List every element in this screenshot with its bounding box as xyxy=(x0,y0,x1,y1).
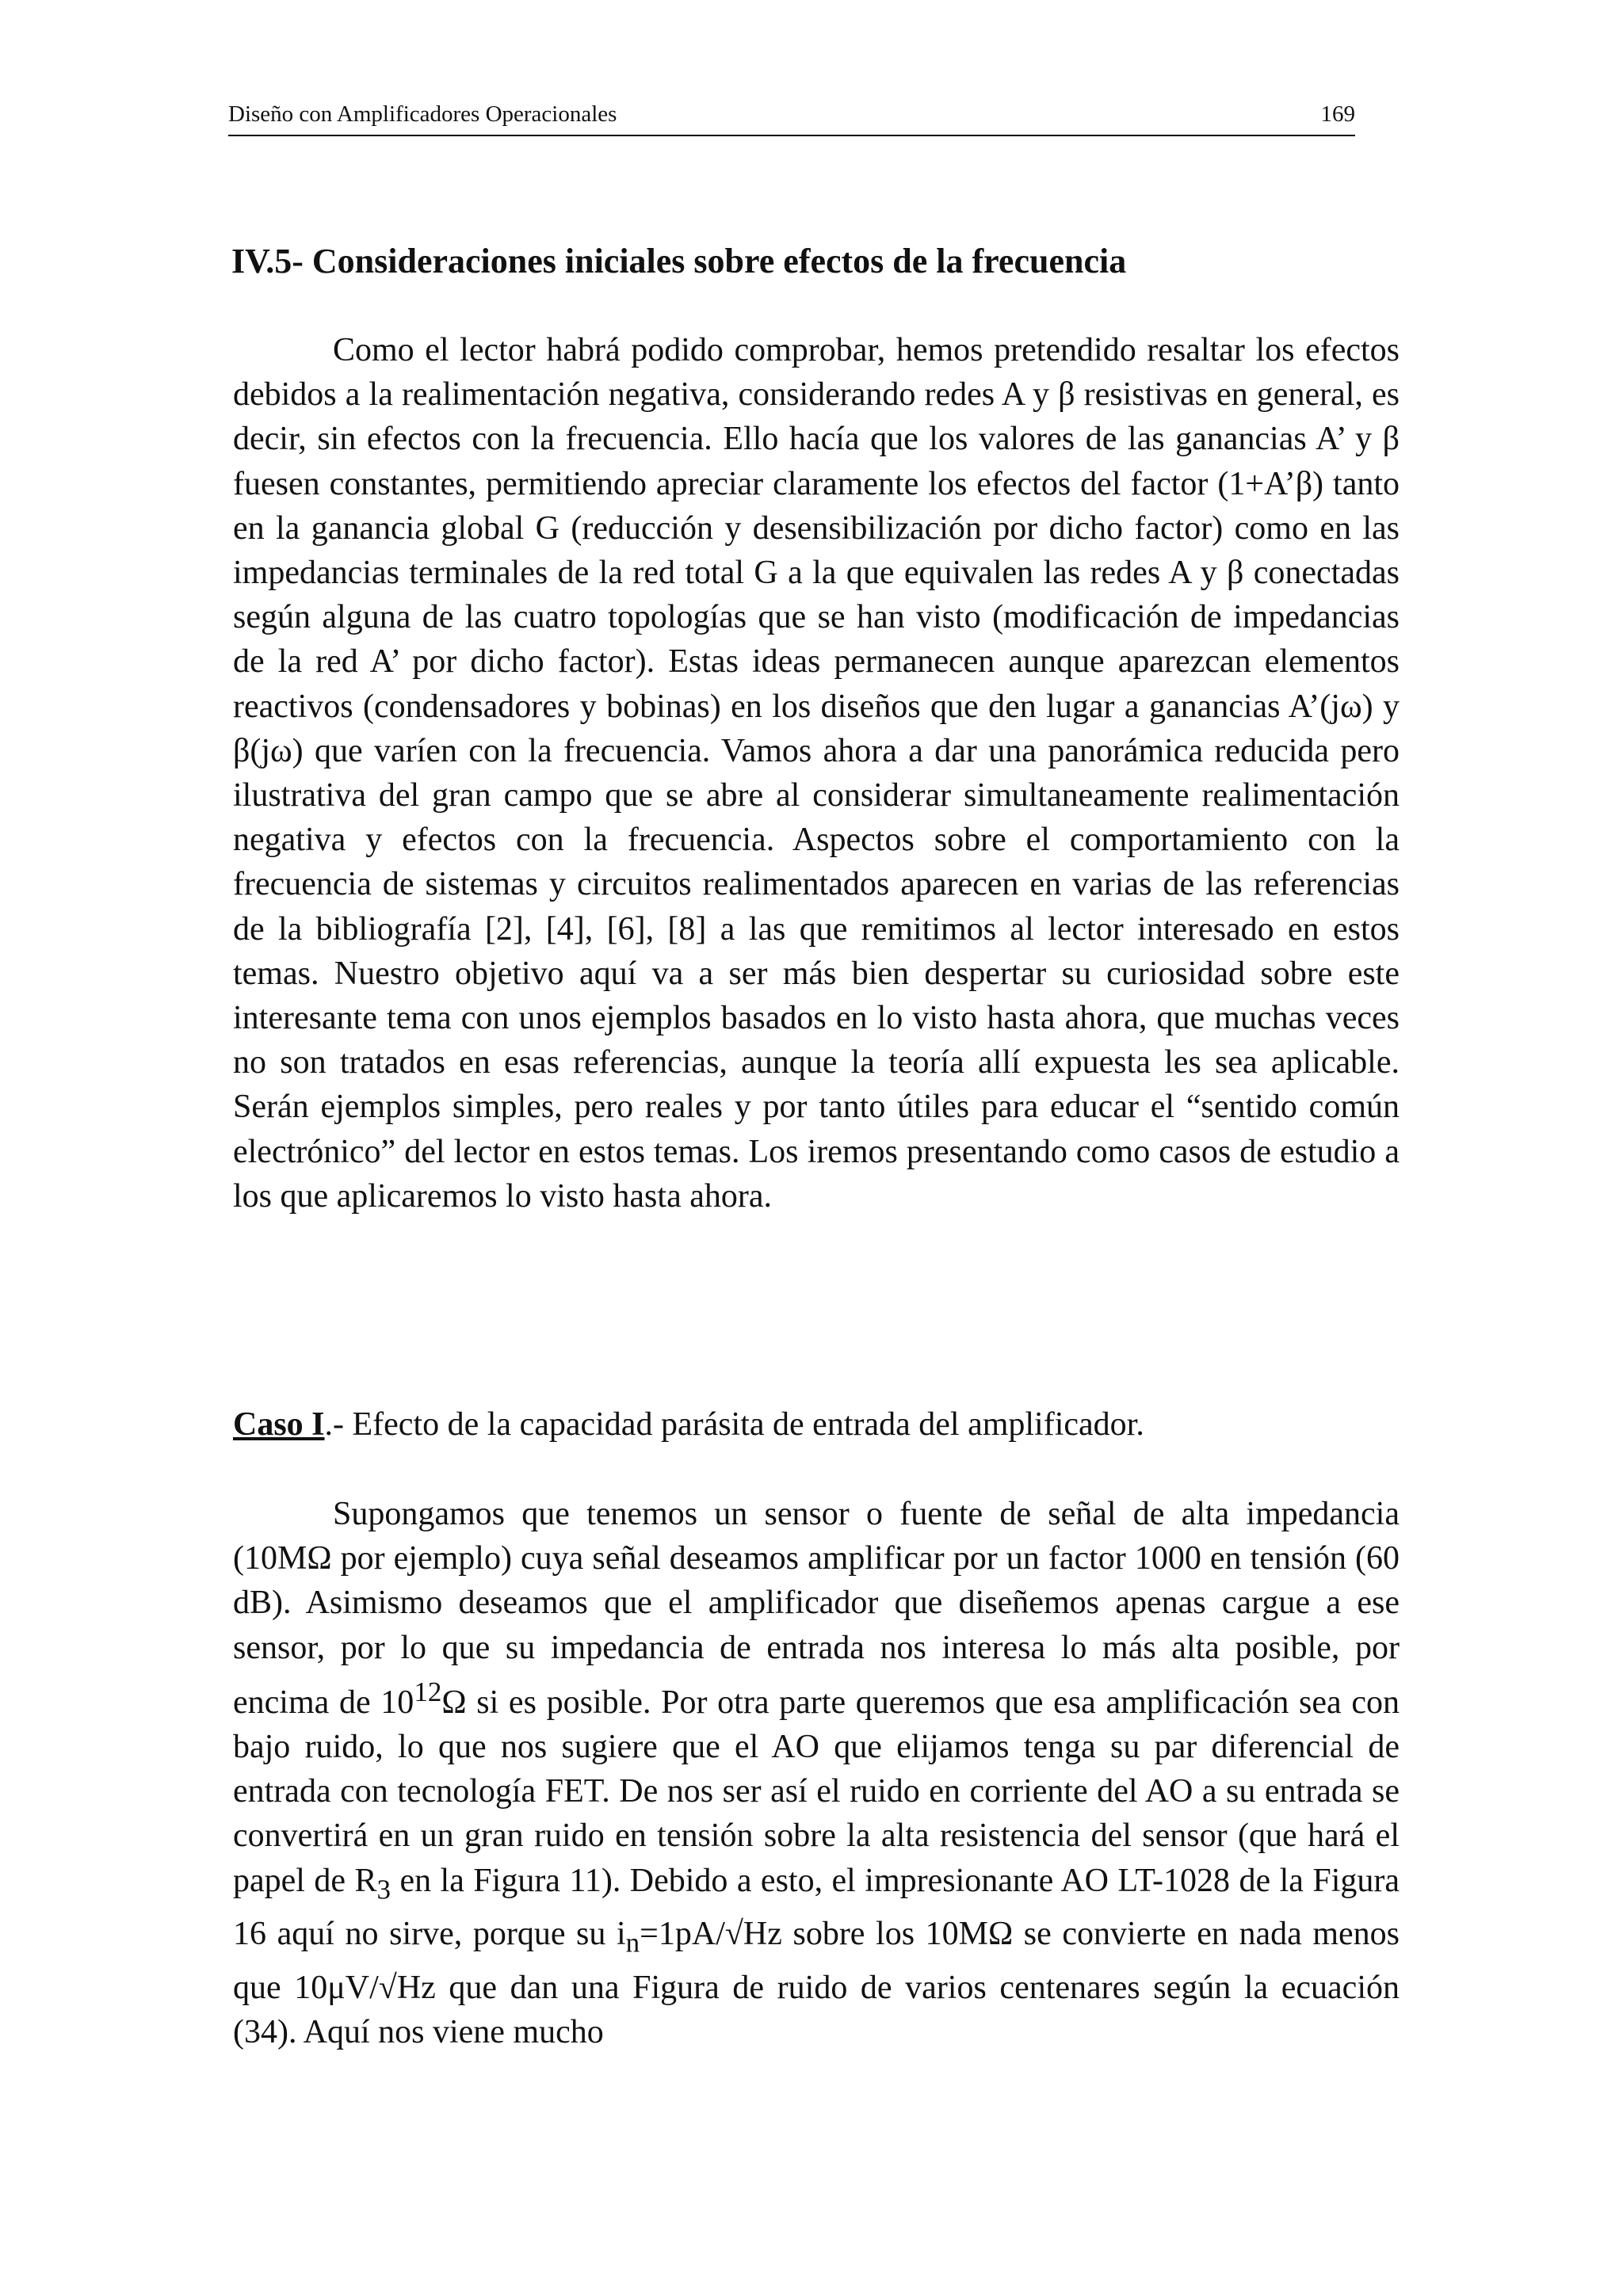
case-heading xyxy=(233,1402,1400,1447)
exponent-superscript: 12 xyxy=(414,1676,442,1707)
section-title: IV.5- Consideraciones iniciales sobre efectos de la frecuencia xyxy=(231,242,1127,280)
paragraph-text-part-1: Supongamos que tenemos un sensor o fuente de señal de alta impedancia (10MΩ por ejemplo) cuya señal deseamos amplificar por un factor 1000 en tensión (60 dB). Asimismo deseamos que el amplificador que diseñemos apenas cargue a ese sensor, por lo que su impedancia de entrada nos interesa lo más alta posible, por encima de 10 xyxy=(233,1496,1400,1721)
running-header xyxy=(228,93,1355,136)
resistor-subscript: 3 xyxy=(376,1874,391,1905)
body-paragraph-case-1 xyxy=(233,1492,1400,2054)
paragraph-text-part-2: Ω si es posible. Por otra parte queremos que esa amplificación sea con bajo ruido, lo que nos sugiere que el AO que elijamos tenga su par diferencial de entrada con tecnología FET. De nos ser así el ruido en corriente del AO a su entrada se convertirá en un gran ruido en tensión sobre la alta resistencia del sensor (que hará el papel de R xyxy=(233,1684,1400,1899)
paragraph-text-part-3: en la Figura 11). Debido a esto, el impresionante AO LT-1028 de la Figura 16 aquí no sirve, porque su i xyxy=(233,1862,1400,1953)
page-number: 169 xyxy=(1320,101,1355,127)
paragraph-text-part-4: =1pA/√Hz sobre los 10MΩ se convierte en nada menos que 10μV/√Hz que dan una Figura de ruido de varios centenares según la ecuación (34). Aquí nos viene mucho xyxy=(233,1916,1400,2051)
running-header-title: Diseño con Amplificadores Operacionales xyxy=(228,101,617,127)
body-paragraph-intro: Como el lector habrá podido comprobar, hemos pretendido resaltar los efectos debidos a la realimentación negativa, considerando redes A y β resistivas en general, es decir, sin efectos con la frecuencia. Ello hacía que los valores de las ganancias A’ y β fuesen constantes, permitiendo apreciar claramente los efectos del factor (1+A’β) tanto en la ganancia global G (reducción y desensibilización por dicho factor) como en las impedancias terminales de la red total G a la que equivalen las redes A y β conectadas según alguna de las cuatro topologías que se han visto (modificación de impedancias de la red A’ por dicho factor). Estas ideas permanecen aunque aparezcan elementos reactivos (condensadores y bobinas) en los diseños que den lugar a ganancias A’(jω) y β(jω) que varíen con la frecuencia. Vamos ahora a dar una panorámica reducida pero ilustrativa del gran campo que se abre al considerar simultaneamente realimentación negativa y efectos con la frecuencia. Aspectos sobre el comportamiento con la frecuencia de sistemas y circuitos realimentados aparecen en varias de las referencias de la bibliografía [2], [4], [6], [8] a las que remitimos al lector interesado en estos temas. Nuestro objetivo aquí va a ser más bien despertar su curiosidad sobre este interesante tema con unos ejemplos basados en lo visto hasta ahora, que muchas veces no son tratados en esas referencias, aunque la teoría allí expuesta les sea aplicable. Serán ejemplos simples, pero reales y por tanto útiles para educar el “sentido común electrónico” del lector en estos temas. Los iremos presentando como casos de estudio a los que aplicaremos lo visto hasta ahora. xyxy=(233,332,1400,1215)
case-label: Caso I xyxy=(233,1406,325,1443)
noise-current-subscript: n xyxy=(625,1927,640,1958)
case-title: .- Efecto de la capacidad parásita de entrada del amplificador. xyxy=(324,1406,1144,1443)
